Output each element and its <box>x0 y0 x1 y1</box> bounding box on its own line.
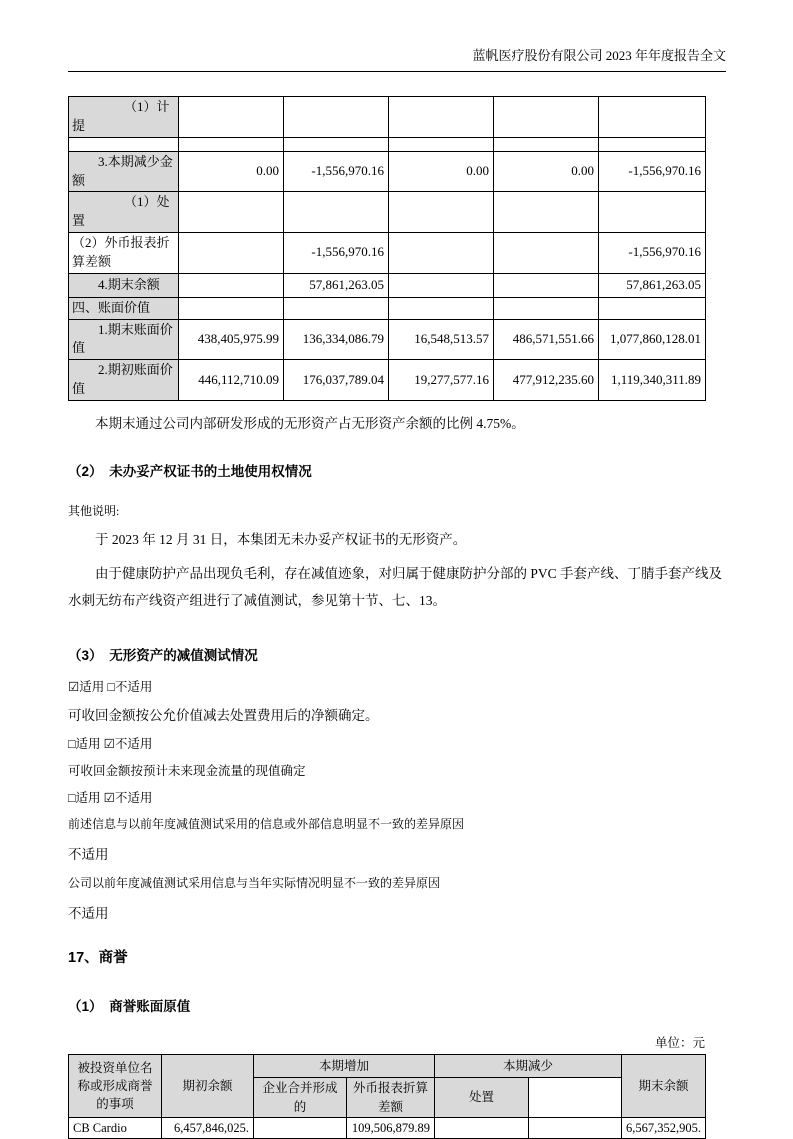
section-heading-goodwill: 17、商誉 <box>68 950 128 967</box>
table-cell: 176,037,789.04 <box>284 360 389 401</box>
table-cell: （1）计提 <box>69 97 179 138</box>
table-cell <box>494 233 599 274</box>
table-row <box>69 360 706 401</box>
table-cell: 1.期末账面价值 <box>69 319 179 360</box>
recoverable-amount-cash-flow-line: 可收回金额按预计未来现金流量的现值确定 <box>68 763 306 778</box>
table-cell: 本期减少 <box>435 1055 622 1078</box>
table-row <box>69 297 706 319</box>
table-cell: 477,912,235.60 <box>494 360 599 401</box>
table-row <box>69 151 706 192</box>
table-cell: 企业合并形成的 <box>254 1078 347 1117</box>
table-cell: 被投资单位名称或形成商誉的事项 <box>69 1055 162 1117</box>
table-cell: （1）处置 <box>69 192 179 233</box>
table-cell <box>529 1117 622 1138</box>
recoverable-amount-fair-value-line: 可收回金额按公允价值减去处置费用后的净额确定。 <box>68 707 379 723</box>
table-cell <box>389 137 494 151</box>
table-cell <box>599 192 706 233</box>
table-cell <box>179 297 284 319</box>
table-cell: 486,571,551.66 <box>494 319 599 360</box>
table-cell <box>435 1117 529 1138</box>
table-cell: 438,405,975.99 <box>179 319 284 360</box>
table-cell <box>494 273 599 297</box>
table-cell: -1,556,970.16 <box>599 151 706 192</box>
unit-label: 单位：元 <box>654 1036 705 1051</box>
table-cell <box>389 273 494 297</box>
table-cell: 1,119,340,311.89 <box>599 360 706 401</box>
table-row <box>69 233 706 274</box>
table-cell <box>179 233 284 274</box>
table-cell: -1,556,970.16 <box>599 233 706 274</box>
table-cell: 本期增加 <box>254 1055 435 1078</box>
table-cell <box>599 297 706 319</box>
table-cell: 期末余额 <box>622 1055 706 1117</box>
section-heading-impairment-test: （3） 无形资产的减值测试情况 <box>68 648 258 664</box>
table-cell <box>494 192 599 233</box>
table-cell <box>389 192 494 233</box>
table-cell <box>494 97 599 138</box>
table-cell: 3.本期减少金额 <box>69 151 179 192</box>
table-cell: 0.00 <box>389 151 494 192</box>
table-cell <box>494 137 599 151</box>
table-cell <box>284 192 389 233</box>
table-cell: -1,556,970.16 <box>284 233 389 274</box>
table-cell: 109,506,879.89 <box>347 1117 435 1138</box>
table-cell: （2）外币报表折算差额 <box>69 233 179 274</box>
table-cell <box>179 273 284 297</box>
table-cell: 0.00 <box>494 151 599 192</box>
table-row <box>69 1117 706 1138</box>
table-cell <box>284 97 389 138</box>
section-heading-goodwill-original-value: （1） 商誉账面原值 <box>68 999 191 1015</box>
applicability-checkbox-line: ☑适用 □不适用 <box>68 680 153 695</box>
table-cell: -1,556,970.16 <box>284 151 389 192</box>
table-cell: 1,077,860,128.01 <box>599 319 706 360</box>
impairment-test-lines <box>68 680 726 922</box>
table-cell: 446,112,710.09 <box>179 360 284 401</box>
difference-reason-prompt: 公司以前年度减值测试采用信息与当年实际情况明显不一致的差异原因 <box>68 876 441 891</box>
applicability-checkbox-line: □适用 ☑不适用 <box>68 790 153 805</box>
table-cell <box>529 1078 622 1117</box>
table-cell: 2.期初账面价值 <box>69 360 179 401</box>
report-title-header <box>68 46 726 72</box>
not-applicable-line: 不适用 <box>68 905 109 921</box>
table-cell: 6,567,352,905. <box>622 1117 706 1138</box>
table-row <box>69 319 706 360</box>
table-cell: 136,334,086.79 <box>284 319 389 360</box>
table-cell <box>179 137 284 151</box>
table-row <box>69 97 706 138</box>
table-cell: 处置 <box>435 1078 529 1117</box>
table-cell: 4.期末余额 <box>69 273 179 297</box>
table-cell <box>284 297 389 319</box>
table-cell: 期初余额 <box>162 1055 254 1117</box>
goodwill-table <box>68 1054 706 1138</box>
section-heading-land-use-rights: （2） 未办妥产权证书的土地使用权情况 <box>68 464 312 480</box>
table-cell <box>179 192 284 233</box>
intangible-assets-table <box>68 96 706 401</box>
report-title: 蓝帆医疗股份有限公司 2023 年年度报告全文 <box>472 48 726 63</box>
other-notes-label: 其他说明: <box>68 504 120 519</box>
table-cell: 外币报表折算差额 <box>347 1078 435 1117</box>
table-cell: 16,548,513.57 <box>389 319 494 360</box>
table-cell <box>69 137 179 151</box>
not-applicable-line: 不适用 <box>68 846 109 862</box>
internal-rd-ratio-note: 本期末通过公司内部研发形成的无形资产占无形资产余额的比例 4.75%。 <box>95 415 525 431</box>
table-cell: 19,277,577.16 <box>389 360 494 401</box>
table-row <box>69 273 706 297</box>
table-cell: 四、账面价值 <box>69 297 179 319</box>
table-cell <box>389 97 494 138</box>
impairment-indication-note: 由于健康防护产品出现负毛利，存在减值迹象，对归属于健康防护分部的 PVC 手套产线、丁腈手套产线及水刺无纺布产线资产组进行了减值测试，参见第十节、七、13。 <box>68 566 723 608</box>
difference-reason-prompt: 前述信息与以前年度减值测试采用的信息或外部信息明显不一致的差异原因 <box>68 817 465 832</box>
table-cell <box>389 233 494 274</box>
applicability-checkbox-line: □适用 ☑不适用 <box>68 737 153 752</box>
table-cell <box>494 297 599 319</box>
table-cell <box>599 97 706 138</box>
table-row <box>69 1055 706 1078</box>
table-cell <box>179 97 284 138</box>
table-cell: 0.00 <box>179 151 284 192</box>
table-cell: 57,861,263.05 <box>599 273 706 297</box>
table-row <box>69 137 706 151</box>
no-certificate-note: 于 2023 年 12 月 31 日，本集团无未办妥产权证书的无形资产。 <box>95 532 467 548</box>
table-cell <box>284 137 389 151</box>
table-cell: 57,861,263.05 <box>284 273 389 297</box>
table-cell: 6,457,846,025. <box>162 1117 254 1138</box>
table-cell: CB Cardio <box>69 1117 162 1138</box>
table-cell <box>389 297 494 319</box>
table-cell <box>599 137 706 151</box>
table-cell <box>254 1117 347 1138</box>
table-row <box>69 192 706 233</box>
